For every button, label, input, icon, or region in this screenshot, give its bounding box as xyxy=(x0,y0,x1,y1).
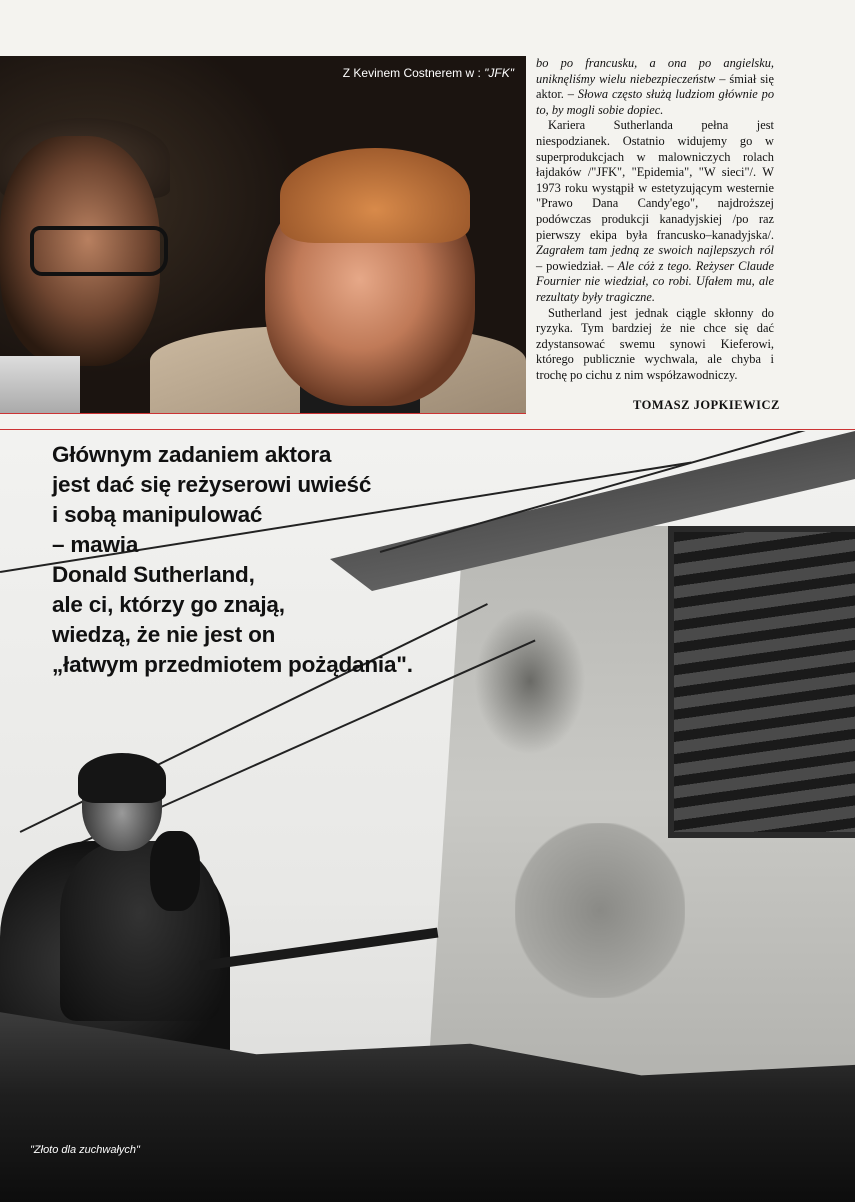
author-byline: TOMASZ JOPKIEWICZ xyxy=(633,398,780,412)
window-shutter xyxy=(668,526,855,838)
pull-quote-line: Donald Sutherland, xyxy=(52,562,255,587)
pull-quote-line: wiedzą, że nie jest on xyxy=(52,622,276,647)
pull-quote-line: jest dać się reżyserowi uwieść xyxy=(52,472,372,497)
divider xyxy=(0,429,855,430)
quote-italic-2: Ale cóż z tego. Reżyser Claude Fournier nie wiedział, co robi. Ufałem mu, ale rezultaty były tragiczne. xyxy=(536,258,774,304)
photo-caption-prefix: Z Kevinem Costnerem w : xyxy=(342,66,485,80)
glasses-icon xyxy=(30,226,168,276)
pull-quote-line: i sobą manipulować xyxy=(52,502,263,527)
wall-patch xyxy=(515,823,685,998)
pull-quote-line: – mawia xyxy=(52,532,139,557)
quote-attribution: – śmiał się aktor. – xyxy=(536,71,774,102)
quote-italic: Zagrałem tam jedną ze swoich najlepszych ról xyxy=(536,243,774,258)
pull-quote xyxy=(52,440,413,680)
article-text xyxy=(536,56,774,383)
quote-italic-2: Słowa często służą ludziom głównie po to, by mogli sobie dopiec. xyxy=(536,87,775,117)
quote-italic: bo po francusku, a ona po angielsku, uniknęliśmy wielu niebezpieczeństw xyxy=(536,56,774,86)
photo-jfk-still xyxy=(0,56,526,414)
article-paragraph-3: Sutherland jest jednak ciągle skłonny do ryzyka. Tym bardziej że nie chce się dać zdystansować swemu synowi Kieferowi, którego publicznie wychwala, ale chyba i trochę po cichu z nim współzawodniczy. xyxy=(536,305,774,382)
article-paragraph-1 xyxy=(536,56,774,118)
article-paragraph-2 xyxy=(536,118,774,305)
pull-quote-line: ale ci, którzy go znają, xyxy=(52,592,285,617)
wall-stain xyxy=(470,601,590,761)
soldier-pointing-arm xyxy=(150,831,200,911)
costner-shirt xyxy=(0,356,80,413)
pull-quote-line: „łatwym przedmiotem pożądania". xyxy=(52,652,413,677)
soldier-helmet xyxy=(78,753,166,803)
paragraph-text: Kariera Sutherlanda pełna jest niespodzianek. Ostatnio widujemy go w superprodukcjach w malowniczych rolach łajdaków /"JFK", "Epidemia", "W sieci"/. W 1973 roku wystąpił w estetyzującym westernie "Prawo Dana Candy'ego", najdroższej podówczas produkcji kanadyjskiej /po raz pierwszy ekipa była francusko–kanadyjska/. xyxy=(536,118,774,242)
photo-caption xyxy=(343,66,514,80)
sutherland-hair xyxy=(280,148,470,243)
photo-caption-title: "JFK" xyxy=(484,66,514,80)
quote-attribution: – powiedział. – xyxy=(536,258,618,273)
photo-caption-bottom: "Złoto dla zuchwałych" xyxy=(30,1144,140,1156)
pull-quote-line: Głównym zadaniem aktora xyxy=(52,442,332,467)
